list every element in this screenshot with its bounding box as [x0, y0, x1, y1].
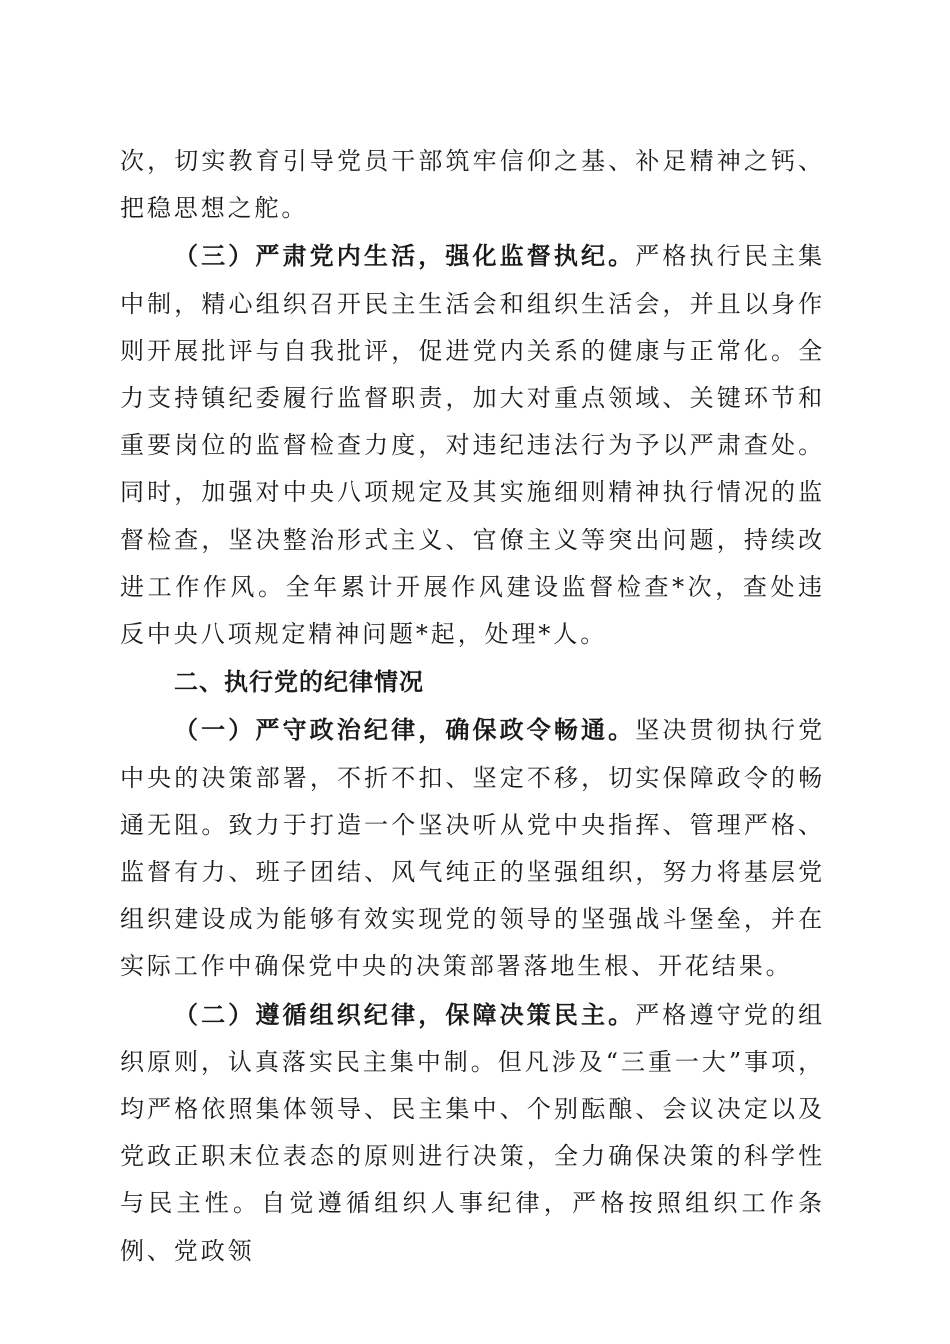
paragraph-political-discipline: [120, 706, 825, 990]
document-body: [120, 138, 825, 1275]
paragraph-lead-organizational-discipline: （二）遵循组织纪律，保障决策民主。: [174, 999, 636, 1029]
paragraph-strict-party-life: [120, 232, 825, 658]
paragraph-lead-strict-party-life: （三）严肃党内生活，强化监督执纪。: [174, 241, 636, 271]
paragraph-text-strict-party-life: 严格执行民主集中制，精心组织召开民主生活会和组织生活会，并且以身作则开展批评与自我批评，促进党内关系的健康与正常化。全力支持镇纪委履行监督职责，加大对重点领域、关键环节和重要岗位的监督检查力度，对违纪违法行为予以严肃查处。同时，加强对中央八项规定及其实施细则精神执行情况的监督检查，坚决整治形式主义、官僚主义等突出问题，持续改进工作作风。全年累计开展作风建设监督检查*次，查处违反中央八项规定精神问题*起，处理*人。: [120, 242, 825, 649]
paragraph-text-organizational-discipline: 严格遵守党的组织原则，认真落实民主集中制。但凡涉及“三重一大”事项，均严格依照集体领导、民主集中、个别酝酿、会议决定以及党政正职末位表态的原则进行决策，全力确保决策的科学性与民主性。自觉遵循组织人事纪律，严格按照组织工作条例、党政领: [120, 1000, 825, 1265]
paragraph-text-political-discipline: 坚决贯彻执行党中央的决策部署，不折不扣、坚定不移，切实保障政令的畅通无阻。致力于打造一个坚决听从党中央指挥、管理严格、监督有力、班子团结、风气纯正的坚强组织，努力将基层党组织建设成为能够有效实现党的领导的坚强战斗堡垒，并在实际工作中确保党中央的决策部署落地生根、开花结果。: [120, 716, 825, 981]
paragraph-continuation: 次，切实教育引导党员干部筑牢信仰之基、补足精神之钙、把稳思想之舵。: [120, 147, 825, 223]
section-heading-party-discipline: 二、执行党的纪律情况: [174, 668, 424, 697]
paragraph-lead-political-discipline: （一）严守政治纪律，确保政令畅通。: [174, 715, 636, 745]
paragraph-organizational-discipline: [120, 991, 825, 1275]
